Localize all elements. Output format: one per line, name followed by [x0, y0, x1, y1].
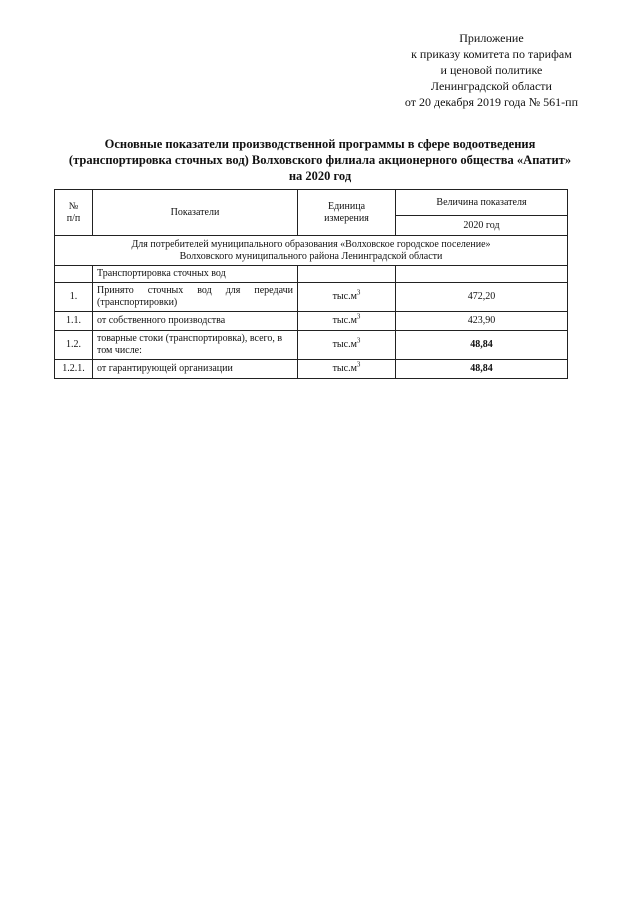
header-unit: Единица измерения — [298, 190, 396, 236]
row-unit: $тыс.м^3$ — [298, 331, 396, 360]
appendix-line: и ценовой политике — [440, 63, 543, 77]
section-num-cell — [55, 266, 93, 283]
section-cell: Транспортировка сточных вод — [93, 266, 298, 283]
appendix-line: Ленинградской области — [430, 79, 552, 93]
header-indicators: Показатели — [93, 190, 298, 236]
appendix-line: от 20 декабря 2019 года № 561-пп — [404, 95, 578, 109]
appendix-line: к приказу комитета по тарифам — [411, 47, 572, 61]
table-row — [55, 312, 568, 331]
row-unit: $тыс.м^3$ — [298, 312, 396, 331]
row-unit: $тыс.м^3$ — [298, 360, 396, 379]
appendix-header — [405, 30, 578, 110]
title-line: (транспортировка сточных вод) Волховского филиала акционерного общества «Апатит» — [68, 153, 572, 167]
appendix-line: Приложение — [459, 31, 524, 45]
table-header-row — [55, 190, 568, 216]
row-value: 423,90 — [396, 312, 568, 331]
table-row — [55, 360, 568, 379]
row-name: товарные стоки (транспортировка), всего, в том числе: — [93, 331, 298, 360]
table-row — [55, 283, 568, 312]
group-cell: Для потребителей муниципального образования «Волховское городское поселение» Волховского муниципального района Ленинградской области — [55, 236, 568, 266]
row-name: от гарантирующей организации — [93, 360, 298, 379]
header-num: № п/п — [55, 190, 93, 236]
title-line: Основные показатели производственной программы в сфере водоотведения — [104, 137, 536, 151]
header-value-group: Величина показателя — [396, 190, 568, 216]
row-num: 1.2. — [55, 331, 93, 360]
section-value-cell — [396, 266, 568, 283]
row-num: 1. — [55, 283, 93, 312]
row-num: 1.2.1. — [55, 360, 93, 379]
group-row — [55, 236, 568, 266]
document-title — [40, 136, 600, 184]
title-line: на 2020 год — [288, 169, 352, 183]
table-row — [55, 331, 568, 360]
row-name: Принято сточных вод для передачи (транспортировки) — [93, 283, 298, 312]
header-year: 2020 год — [396, 216, 568, 236]
row-num: 1.1. — [55, 312, 93, 331]
row-unit: $тыс.м^3$ — [298, 283, 396, 312]
row-value: 48,84 — [396, 331, 568, 360]
section-row — [55, 266, 568, 283]
section-unit-cell — [298, 266, 396, 283]
row-value: 48,84 — [396, 360, 568, 379]
indicators-table — [54, 189, 568, 379]
row-value: 472,20 — [396, 283, 568, 312]
row-name: от собственного производства — [93, 312, 298, 331]
